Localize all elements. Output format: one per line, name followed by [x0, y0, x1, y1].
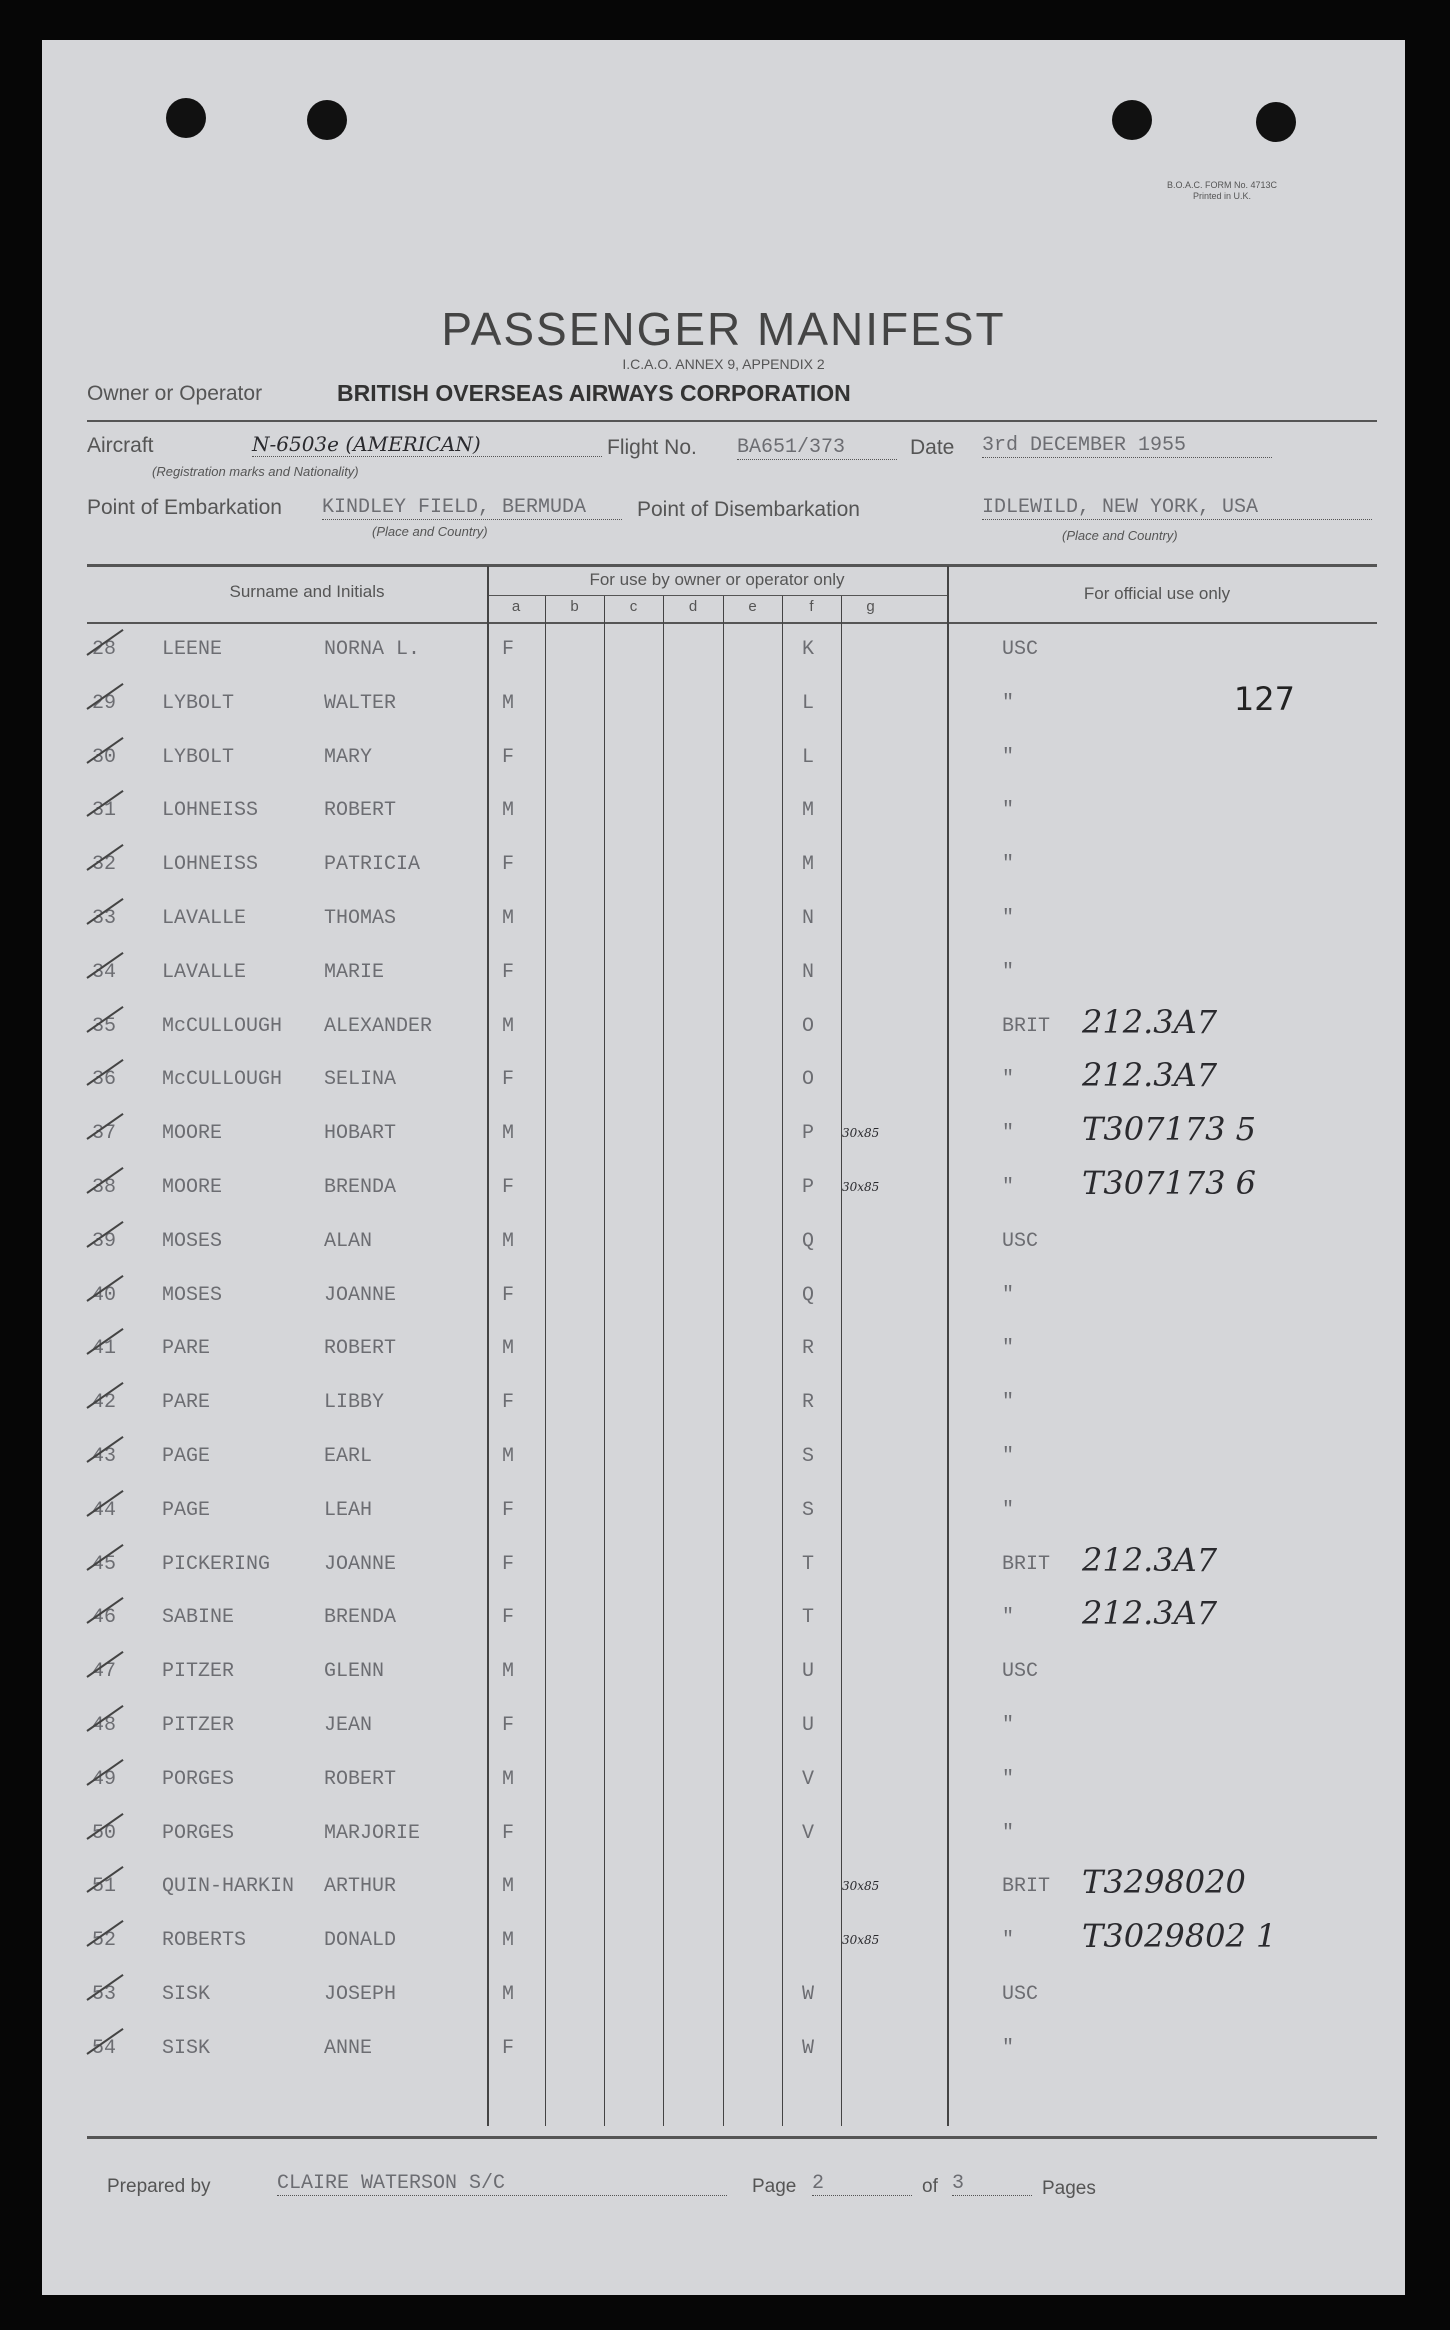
col-a-sex: M — [502, 907, 515, 930]
official-status: " — [1002, 1337, 1015, 1361]
given-name: MARJORIE — [324, 1821, 421, 1845]
surname: PITZER — [162, 1660, 235, 1684]
passenger-number: 38 — [92, 1176, 117, 1199]
col-f-code: Q — [802, 1229, 815, 1253]
passenger-number: 29 — [92, 691, 117, 715]
given-name: SELINA — [324, 1068, 397, 1092]
surname: LOHNEISS — [162, 799, 259, 823]
prepared-value: CLAIRE WATERSON S/C — [277, 2172, 727, 2196]
col-a-sex: F — [502, 1714, 515, 1737]
surname: QUIN-HARKIN — [162, 1875, 295, 1899]
sub-col-divider — [782, 596, 783, 2126]
passenger-number: 43 — [92, 1445, 117, 1468]
given-name: BRENDA — [324, 1176, 397, 1199]
passenger-number: 39 — [92, 1229, 117, 1253]
surname: McCULLOUGH — [162, 1014, 283, 1038]
official-status: " — [1002, 745, 1015, 769]
official-status: BRIT — [1002, 1014, 1051, 1038]
prepared-label: Prepared by — [107, 2176, 211, 2197]
given-name: BRENDA — [324, 1606, 397, 1630]
given-name: ARTHUR — [324, 1875, 397, 1899]
given-name: LEAH — [324, 1498, 373, 1522]
surname: PORGES — [162, 1767, 235, 1791]
official-status: " — [1002, 2036, 1015, 2060]
embark-caption: (Place and Country) — [372, 524, 488, 539]
punch-hole — [307, 100, 347, 140]
embark-label: Point of Embarkation — [87, 496, 282, 519]
col-a-sex: M — [502, 1229, 515, 1253]
col-f-code: L — [802, 691, 815, 715]
col-a-sex: F — [502, 745, 515, 769]
col-official-header: For official use only — [1083, 584, 1231, 603]
official-status: BRIT — [1002, 1875, 1051, 1899]
col-f-code: T — [802, 1606, 815, 1630]
passenger-number: 51 — [92, 1875, 117, 1899]
surname: SISK — [162, 2036, 211, 2060]
surname: LYBOLT — [162, 745, 235, 769]
sub-col-f: f — [809, 598, 814, 615]
given-name: MARY — [324, 745, 373, 769]
col-a-sex: F — [502, 853, 515, 877]
surname: LYBOLT — [162, 691, 235, 715]
surname: SISK — [162, 1983, 211, 2006]
passenger-number: 42 — [92, 1391, 117, 1415]
passenger-number: 37 — [92, 1122, 117, 1146]
table-bottom-rule — [87, 2136, 1377, 2139]
official-handwritten: T3029802 1 — [1082, 1917, 1277, 1956]
official-status: " — [1002, 1445, 1015, 1468]
punch-hole — [1112, 100, 1152, 140]
sub-col-b: b — [570, 598, 579, 615]
col-a-sex: F — [502, 1821, 515, 1845]
passenger-number: 33 — [92, 907, 117, 930]
col-a-sex: M — [502, 1014, 515, 1038]
owner-value: BRITISH OVERSEAS AIRWAYS CORPORATION — [337, 380, 851, 406]
given-name: DONALD — [324, 1929, 397, 1953]
surname: MOSES — [162, 1229, 223, 1253]
subheader-rule — [487, 595, 947, 596]
form-code: B.O.A.C. FORM No. 4713C Printed in U.K. — [1166, 180, 1278, 201]
col-f-code: W — [802, 2036, 815, 2060]
sub-col-c: c — [629, 598, 638, 615]
col-a-sex: M — [502, 799, 515, 823]
official-status: " — [1002, 960, 1015, 984]
aircraft-caption: (Registration marks and Nationality) — [152, 464, 359, 479]
given-name: JOANNE — [324, 1552, 397, 1576]
col-f-code: V — [802, 1767, 815, 1791]
official-handwritten: 212.3A7 — [1082, 1594, 1218, 1633]
col-a-sex: F — [502, 1283, 515, 1307]
passenger-number: 44 — [92, 1498, 117, 1522]
sub-col-divider — [604, 596, 605, 2126]
col-g-note: 30x85 — [842, 1933, 880, 1948]
surname: MOSES — [162, 1283, 223, 1307]
given-name: ALAN — [324, 1229, 373, 1253]
given-name: WALTER — [324, 691, 397, 715]
col-a-sex: M — [502, 691, 515, 715]
given-name: ROBERT — [324, 1767, 397, 1791]
official-handwritten: 212.3A7 — [1082, 1056, 1218, 1095]
official-status: " — [1002, 799, 1015, 823]
passenger-number: 48 — [92, 1714, 117, 1737]
col-a-sex: M — [502, 1875, 515, 1899]
official-status: " — [1002, 1176, 1015, 1199]
col-f-code: V — [802, 1821, 815, 1845]
official-status: " — [1002, 1606, 1015, 1630]
passenger-number: 47 — [92, 1660, 117, 1684]
surname: ROBERTS — [162, 1929, 247, 1953]
col-f-code: U — [802, 1660, 815, 1684]
col-f-code: L — [802, 745, 815, 769]
table-top-rule — [87, 564, 1377, 567]
date-value: 3rd DECEMBER 1955 — [982, 434, 1272, 458]
given-name: LIBBY — [324, 1391, 385, 1415]
passenger-number: 28 — [92, 638, 117, 661]
sub-col-g: g — [866, 598, 875, 615]
passenger-number: 49 — [92, 1767, 117, 1791]
pages-label: Pages — [1042, 2178, 1096, 2199]
given-name: PATRICIA — [324, 853, 421, 877]
col-g-note: 30x85 — [842, 1180, 880, 1194]
given-name: JOANNE — [324, 1283, 397, 1307]
passenger-number: 53 — [92, 1983, 117, 2006]
col-f-code: P — [802, 1176, 815, 1199]
official-handwritten: T307173 5 — [1082, 1110, 1257, 1149]
col-a-sex: M — [502, 1337, 515, 1361]
given-name: GLENN — [324, 1660, 385, 1684]
col-f-code: U — [802, 1714, 815, 1737]
col-a-sex: F — [502, 1498, 515, 1522]
of-value: 3 — [952, 2172, 1032, 2196]
passenger-number: 52 — [92, 1929, 117, 1953]
sub-col-e: e — [748, 598, 757, 615]
passenger-number: 34 — [92, 960, 117, 984]
col-f-code: M — [802, 853, 815, 877]
header-bottom-rule — [87, 622, 1377, 624]
col-a-sex: F — [502, 1391, 515, 1415]
flight-value: BA651/373 — [737, 436, 897, 460]
given-name: MARIE — [324, 960, 385, 984]
punch-hole — [1256, 102, 1296, 142]
col-owner-header: For use by owner or operator only — [589, 570, 845, 589]
col-a-sex: F — [502, 960, 515, 984]
official-status: " — [1002, 907, 1015, 930]
surname: LEENE — [162, 638, 223, 661]
punch-hole — [166, 98, 206, 138]
surname: PORGES — [162, 1821, 235, 1845]
official-status: " — [1002, 1391, 1015, 1415]
col-a-sex: M — [502, 1445, 515, 1468]
sub-col-divider — [841, 596, 842, 2126]
official-status: " — [1002, 1283, 1015, 1307]
col-a-sex: F — [502, 638, 515, 661]
col-a-sex: M — [502, 1767, 515, 1791]
col-f-code: S — [802, 1498, 815, 1522]
surname: SABINE — [162, 1606, 235, 1630]
passenger-number: 46 — [92, 1606, 117, 1630]
official-status: USC — [1002, 638, 1039, 661]
passenger-number: 32 — [92, 853, 117, 877]
surname: PARE — [162, 1337, 211, 1361]
official-status: " — [1002, 1068, 1015, 1092]
col-f-code: S — [802, 1445, 815, 1468]
sub-col-divider — [663, 596, 664, 2126]
col-f-code: M — [802, 799, 815, 823]
page-title: PASSENGER MANIFEST — [441, 303, 1006, 355]
passenger-number: 30 — [92, 745, 117, 769]
col-a-sex: F — [502, 1552, 515, 1576]
embark-value: KINDLEY FIELD, BERMUDA — [322, 496, 622, 520]
col-f-code: N — [802, 907, 815, 930]
sub-col-d: d — [688, 598, 698, 615]
official-status: " — [1002, 1122, 1015, 1146]
official-status: " — [1002, 1767, 1015, 1791]
passenger-number: 41 — [92, 1337, 117, 1361]
sub-col-divider — [723, 596, 724, 2126]
col-f-code: T — [802, 1552, 815, 1576]
sub-col-a: a — [511, 598, 521, 615]
col-a-sex: F — [502, 1068, 515, 1092]
surname: PAGE — [162, 1498, 211, 1522]
given-name: JEAN — [324, 1714, 373, 1737]
passenger-number: 36 — [92, 1068, 117, 1092]
aircraft-value: N-6503e (AMERICAN) — [252, 432, 602, 457]
official-handwritten: T307173 6 — [1082, 1164, 1257, 1202]
official-status: " — [1002, 1929, 1015, 1953]
col-f-code: N — [802, 960, 815, 984]
disembark-value: IDLEWILD, NEW YORK, USA — [982, 496, 1372, 520]
given-name: ROBERT — [324, 1337, 397, 1361]
official-status: " — [1002, 691, 1015, 715]
manifest-page — [42, 40, 1405, 2295]
divider — [87, 420, 1377, 422]
given-name: EARL — [324, 1445, 373, 1468]
passenger-number: 31 — [92, 799, 117, 823]
col-a-sex: F — [502, 2036, 515, 2060]
official-status: BRIT — [1002, 1552, 1051, 1576]
official-status: USC — [1002, 1229, 1039, 1253]
col-f-code: Q — [802, 1283, 815, 1307]
official-status: " — [1002, 853, 1015, 877]
surname: McCULLOUGH — [162, 1068, 283, 1092]
given-name: ALEXANDER — [324, 1014, 433, 1038]
col-a-sex: F — [502, 1176, 515, 1199]
of-label: of — [922, 2176, 938, 2197]
official-status: USC — [1002, 1983, 1039, 2006]
col-f-code: K — [802, 638, 815, 661]
col-f-code: R — [802, 1337, 815, 1361]
col-a-sex: M — [502, 1929, 515, 1953]
official-status: USC — [1002, 1660, 1039, 1684]
surname: PICKERING — [162, 1552, 271, 1576]
passenger-number: 54 — [92, 2036, 117, 2060]
passenger-number: 35 — [92, 1014, 117, 1038]
col-f-code: O — [802, 1068, 815, 1092]
col-f-code: W — [802, 1983, 815, 2006]
surname: PARE — [162, 1391, 211, 1415]
surname: MOORE — [162, 1122, 223, 1146]
given-name: ROBERT — [324, 799, 397, 823]
official-handwritten: 212.3A7 — [1082, 1002, 1218, 1041]
official-handwritten: 212.3A7 — [1082, 1540, 1218, 1579]
surname: MOORE — [162, 1176, 223, 1199]
official-status: " — [1002, 1714, 1015, 1737]
page-label: Page — [752, 2176, 797, 2197]
surname: LAVALLE — [162, 907, 247, 930]
date-label: Date — [910, 436, 955, 459]
disembark-caption: (Place and Country) — [1062, 528, 1178, 543]
passenger-number: 45 — [92, 1552, 117, 1576]
side-number: 127 — [1233, 680, 1295, 718]
given-name: JOSEPH — [324, 1983, 397, 2006]
page-subtitle: I.C.A.O. ANNEX 9, APPENDIX 2 — [622, 356, 825, 372]
page-value: 2 — [812, 2172, 912, 2196]
col-a-sex: M — [502, 1122, 515, 1146]
col-a-sex: F — [502, 1606, 515, 1630]
given-name: NORNA L. — [324, 638, 421, 661]
passenger-number: 50 — [92, 1821, 117, 1845]
col-f-code: P — [802, 1122, 815, 1146]
official-status: " — [1002, 1498, 1015, 1522]
surname: LAVALLE — [162, 960, 247, 984]
given-name: THOMAS — [324, 907, 397, 930]
flight-label: Flight No. — [607, 436, 697, 459]
passenger-number: 40 — [92, 1283, 117, 1307]
surname: LOHNEISS — [162, 853, 259, 877]
col-g-note: 30x85 — [842, 1126, 880, 1141]
col-g-note: 30x85 — [842, 1879, 880, 1894]
given-name: HOBART — [324, 1122, 397, 1146]
official-handwritten: T3298020 — [1082, 1863, 1246, 1902]
surname: PAGE — [162, 1445, 211, 1468]
col-f-code: O — [802, 1014, 815, 1038]
aircraft-label: Aircraft — [87, 434, 154, 457]
surname: PITZER — [162, 1714, 235, 1737]
col-a-sex: M — [502, 1660, 515, 1684]
disembark-label: Point of Disembarkation — [637, 498, 860, 521]
official-status: " — [1002, 1821, 1015, 1845]
sub-col-divider — [545, 596, 546, 2126]
owner-label: Owner or Operator — [87, 382, 263, 405]
given-name: ANNE — [324, 2036, 373, 2060]
col-f-code: R — [802, 1391, 815, 1415]
col-name-header: Surname and Initials — [229, 582, 385, 601]
col-a-sex: M — [502, 1983, 515, 2006]
